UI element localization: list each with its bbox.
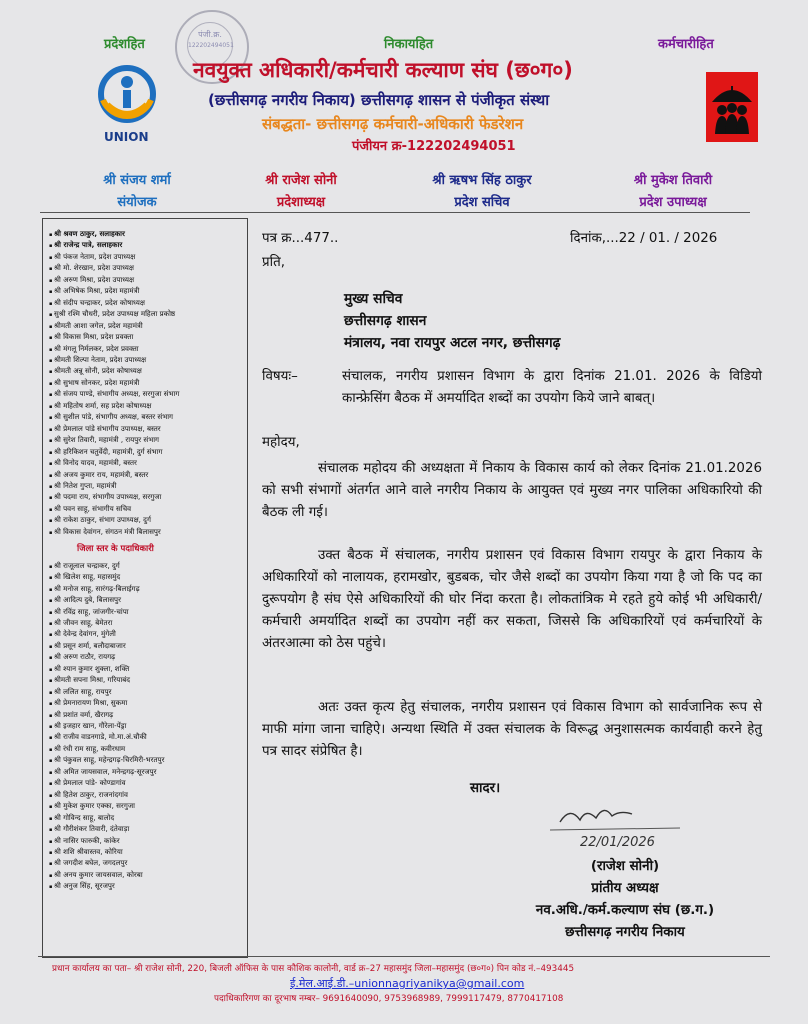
member-item: ▪ श्री पंकुवल साहू, महेन्द्रगढ़-चिरमिरी-भरतपुर xyxy=(49,755,241,766)
member-item: ▪ श्री अनय कुमार जायसवाल, कोरबा xyxy=(49,870,241,881)
email-link[interactable]: ई.मेल.आई.डी.–unionnagriyanikya@gmail.com xyxy=(290,977,525,990)
signature-date: 22/01/2026 xyxy=(580,835,655,850)
logo-text: UNION xyxy=(104,130,149,144)
member-item: ▪ श्री मनोज साहू, सारंगढ़-बिलाईगढ़ xyxy=(49,584,241,595)
member-item: ▪ श्री पवन साहू, संभागीय सचिव xyxy=(49,504,241,515)
office-address: प्रधान कार्यालय का पता– श्री राजेश सोनी, 220, बिजली ऑफिस के पास कौशिक कालोनी, वार्ड क्र–27 महासमुंद जिला–महासमुंद (छ०ग०) पिन कोड नं.–493445 xyxy=(52,964,575,974)
officer-name: श्री संजय शर्मा xyxy=(103,173,171,188)
paragraph-text: उक्त बैठक में संचालक, नगरीय प्रशासन एवं विकास विभाग रायपुर के द्वारा निकाय के अधिकारियों को नालायक, हरामखोर, बुडबक, चोर जैसे शब्दों का उपयोग किया गया है जो कि पद का दुरूपयोग है संघ ऐसे अधिकारियों की घोर निंदा करता है। लोकतांत्रिक मे रहते हुये कोई भी अधिकारी/कर्मचारी अमर्यादित शब्दों का उपयोग नहीं कर सकता, जिससे कि अधिकारियों एवं कर्मचारियों के अंतरआत्मा को ठेस पहुंचे। xyxy=(262,548,762,651)
member-item: ▪ श्री ललित साहू, रायपुर xyxy=(49,687,241,698)
affiliation-line: संबद्धता- छत्तीसगढ़ कर्मचारी-अधिकारी फेडरेशन xyxy=(262,115,524,133)
member-item: ▪ श्री पंकज नेताम, प्रदेश उपाध्यक्ष xyxy=(49,252,241,263)
member-item: ▪ श्री गोविन्द साहू, बालोद xyxy=(49,813,241,824)
member-item: ▪ श्रीमती आशा जगेल, प्रदेश महामंत्री xyxy=(49,321,241,332)
letter-ref-no: पत्र क्र...477.. xyxy=(262,231,339,246)
member-item: ▪ श्री राकेश ठाकुर, संभाग उपाध्यक्ष, दुर्ग xyxy=(49,515,241,526)
body-paragraph-1 xyxy=(262,458,762,524)
state-members-list xyxy=(49,229,241,538)
header-tag-left: प्रदेशहित xyxy=(104,37,145,52)
member-item: ▪ श्री विकास मिश्रा, प्रदेश प्रवक्ता xyxy=(49,332,241,343)
paragraph-text: संचालक महोदय की अध्यक्षता में निकाय के विकास कार्य को लेकर दिनांक 21.01.2026 को सभी संभागों अंतर्गत आने वाले नगरीय निकाय के आयुक्त एवं मुख्य नगर पालिका अधिकारियो की बैठक ली गई। xyxy=(262,461,762,520)
signer-title: प्रांतीय अध्यक्ष xyxy=(591,881,659,896)
member-item: ▪ श्री अभिषेक मिश्रा, प्रदेश महामंत्री xyxy=(49,286,241,297)
member-item: ▪ श्री जगदीश बघेल, जगदलपुर xyxy=(49,858,241,869)
member-item: ▪ श्रीमती सपना मिश्रा, गरियाबंद xyxy=(49,675,241,686)
member-item: ▪ सुश्री रश्मि चौधरी, प्रदेश उपाध्यक्ष महिला प्रकोष्ठ xyxy=(49,309,241,320)
member-item: ▪ श्री प्रेमलाल पांडे संभागीय उपाध्यक्ष, बस्तर xyxy=(49,424,241,435)
signature-block xyxy=(500,856,750,944)
member-item: ▪ श्री सुशील पांडे, संभागीय अध्यक्ष, बस्तर संभाग xyxy=(49,412,241,423)
signer-org: नव.अधि./कर्म.कल्याण संघ (छ.ग.) xyxy=(535,903,715,918)
member-item: ▪ श्री अजय कुमार राय, महामंत्री, बस्तर xyxy=(49,470,241,481)
subject-text: संचालक, नगरीय प्रशासन विभाग के द्वारा दिनांक 21.01. 2026 के विडियो कान्फ्रेसिंग बैठक में अमर्यादित शब्दों का उपयोग किये जाने बाबत्। xyxy=(342,369,762,406)
member-item: ▪ श्री राजेन्द्र पात्रे, सलाहकार xyxy=(49,240,241,251)
member-item: ▪ श्री महितोष शर्मा, सह प्रदेश कोषाध्यक्ष xyxy=(49,401,241,412)
addressee-line: मुख्य सचिव xyxy=(344,291,403,307)
member-item: ▪ श्री जीवन साहू, बेमेतरा xyxy=(49,618,241,629)
member-item: ▪ श्री मंगलू निर्मलकर, प्रदेश प्रवक्ता xyxy=(49,344,241,355)
header-tag-right: कर्मचारीहित xyxy=(658,37,714,52)
officer-role: प्रदेश सचिव xyxy=(454,195,510,210)
member-item: ▪ श्री श्रवण ठाकुर, सलाहकार xyxy=(49,229,241,240)
member-item: ▪ श्री सुभाष सोनकर, प्रदेश महामंत्री xyxy=(49,378,241,389)
officer-secretary xyxy=(402,170,562,210)
registration-line: (छत्तीसगढ़ नगरीय निकाय) छत्तीसगढ़ शासन से पंजीकृत संस्था xyxy=(208,91,550,109)
member-item: ▪ श्री मो. शेरखान, प्रदेश उपाध्यक्ष xyxy=(49,263,241,274)
member-item: ▪ श्री अनुज सिंह, सूरजपुर xyxy=(49,881,241,892)
officer-president xyxy=(226,170,376,210)
member-item: ▪ श्री गौरीशंकर तिवारी, दंतेवाड़ा xyxy=(49,824,241,835)
member-item: ▪ श्री नासिर फारुकी, कांकेर xyxy=(49,836,241,847)
member-item: ▪ श्री श्यान कुमार शुक्ला, शक्ति xyxy=(49,664,241,675)
member-item: ▪ श्री राजूलाल चन्द्राकर, दुर्ग xyxy=(49,561,241,572)
member-item: ▪ श्री प्रेमनारायण मिश्रा, सुकमा xyxy=(49,698,241,709)
letter-date: दिनांक,...22 / 01. / 2026 xyxy=(570,231,718,246)
member-item: ▪ श्री हितेश ठाकुर, राजनांदगांव xyxy=(49,790,241,801)
office-bearers-sidebar xyxy=(42,218,248,958)
paragraph-text: अतः उक्त कृत्य हेतु संचालक, नगरीय प्रशासन एवं विकास विभाग को सार्वजानिक रूप से माफी मांगा जाना चाहिऐ। अन्यथा स्थिति में उक्त संचालक के विरूद्ध अनुशासत्मक कार्यवाही करने हेतु पत्र सादर संप्रेषित है। xyxy=(262,700,762,759)
member-item: ▪ श्री प्रेमलाल पांडे- कोण्डागांव xyxy=(49,778,241,789)
phone-numbers: पदाधिकारिगण का दूरभाष नम्बर– 9691640090, 9753968989, 7999117479, 8770417108 xyxy=(214,994,564,1004)
officer-name: श्री मुकेश तिवारी xyxy=(633,173,713,188)
officer-role: प्रदेश उपाध्यक्ष xyxy=(639,195,707,210)
body-paragraph-3 xyxy=(262,697,762,763)
officer-name: श्री राजेश सोनी xyxy=(265,173,337,188)
member-item: ▪ श्री रविंद्र साहू, जांजगीर-चांपा xyxy=(49,607,241,618)
signer-body: छत्तीसगढ़ नगरीय निकाय xyxy=(565,925,685,940)
letter-to: प्रति, xyxy=(262,255,285,270)
member-item: ▪ श्री इजहार खान, गौरेला-पेंड्रा xyxy=(49,721,241,732)
member-item: ▪ श्री अरुण राठौर, रायगढ़ xyxy=(49,652,241,663)
body-paragraph-2 xyxy=(262,545,762,655)
subject-label: विषयः– xyxy=(262,369,298,384)
handwritten-signature xyxy=(540,800,690,852)
member-item: ▪ श्री विनोद यादव, महामंत्री, बस्तर xyxy=(49,458,241,469)
member-item: ▪ श्री हरिकिशन चतुर्वेदी, महामंत्री, दुर्ग संभाग xyxy=(49,447,241,458)
member-item: ▪ श्री शशि श्रीवास्तव, कोरिया xyxy=(49,847,241,858)
member-item: ▪ श्रीमती अन्नू सोनी, प्रदेश कोषाध्यक्ष xyxy=(49,366,241,377)
signer-name: (राजेश सोनी) xyxy=(590,859,660,874)
closing: सादर। xyxy=(470,781,501,796)
org-title: नवयुक्त अधिकारी/कर्मचारी कल्याण संघ (छ०ग०) xyxy=(193,58,573,82)
district-heading: जिला स्तर के पदाधिकारी xyxy=(77,544,154,555)
officer-vice-president xyxy=(598,170,748,210)
member-item: ▪ श्री प्रसून शर्मा, बलौदाबाजार xyxy=(49,641,241,652)
officer-role: प्रदेशाध्यक्ष xyxy=(276,195,326,210)
member-item: ▪ श्री सुरेश तिवारी, महामंत्री , रायपुर संभाग xyxy=(49,435,241,446)
footer-divider xyxy=(38,956,770,957)
member-item: ▪ श्री संदीप चन्द्राकर, प्रदेश कोषाध्यक्ष xyxy=(49,298,241,309)
officer-role: संयोजक xyxy=(117,195,157,210)
salutation: महोदय, xyxy=(262,435,300,450)
header-divider xyxy=(40,212,750,213)
member-item: ▪ श्री देवेन्द्र देवांगन, मुंगेली xyxy=(49,629,241,640)
officer-convenor xyxy=(62,170,212,210)
member-item: ▪ श्री खिलेश साहू, महासमुंद xyxy=(49,572,241,583)
district-members-list xyxy=(49,561,241,893)
member-item: ▪ श्री अरुण मिश्रा, प्रदेश उपाध्यक्ष xyxy=(49,275,241,286)
addressee-line: मंत्रालय, नवा रायपुर अटल नगर, छत्तीसगढ़ xyxy=(344,335,561,351)
stamp-text-1: पंजी.क्र. xyxy=(198,30,222,39)
umbrella-people-icon xyxy=(706,72,758,142)
addressee-line: छत्तीसगढ़ शासन xyxy=(344,313,427,329)
stamp-text-2: 122202494051 xyxy=(188,42,234,49)
member-item: ▪ श्री संजय पाण्डे, संभागीय अध्यक्ष, सरगुजा संभाग xyxy=(49,389,241,400)
registration-number: पंजीयन क्र-122202494051 xyxy=(352,139,516,154)
member-item: ▪ श्री नितेश गुप्ता, महामंत्री xyxy=(49,481,241,492)
officer-name: श्री ऋषभ सिंह ठाकुर xyxy=(432,173,532,188)
member-item: ▪ श्री रंधी राम साहू, कवीरधाम xyxy=(49,744,241,755)
member-item: ▪ श्री मुकेश कुमार एक्का, सरगुजा xyxy=(49,801,241,812)
member-item: ▪ श्री राजीव वाडनगाडे, मो.मा.अं.चौकी xyxy=(49,732,241,743)
member-item: ▪ श्री पदमा राय, संभागीय उपाध्यक्ष, सरगुजा xyxy=(49,492,241,503)
header-tag-center: निकायहित xyxy=(384,37,434,52)
addressee-block xyxy=(344,288,560,354)
member-item: ▪ श्री विकास देवांगन, संगठन मंत्री बिलासपुर xyxy=(49,527,241,538)
member-item: ▪ श्री प्रशांत वर्मा, खैरागढ़ xyxy=(49,710,241,721)
member-item: ▪ श्री आदित्य दुबे, बिलासपुर xyxy=(49,595,241,606)
member-item: ▪ श्री अमित जायसवाल, मनेन्द्रगढ़-सूरजपुर xyxy=(49,767,241,778)
member-item: ▪ श्रीमती शिल्पा नेताम, प्रदेश उपाध्यक्ष xyxy=(49,355,241,366)
